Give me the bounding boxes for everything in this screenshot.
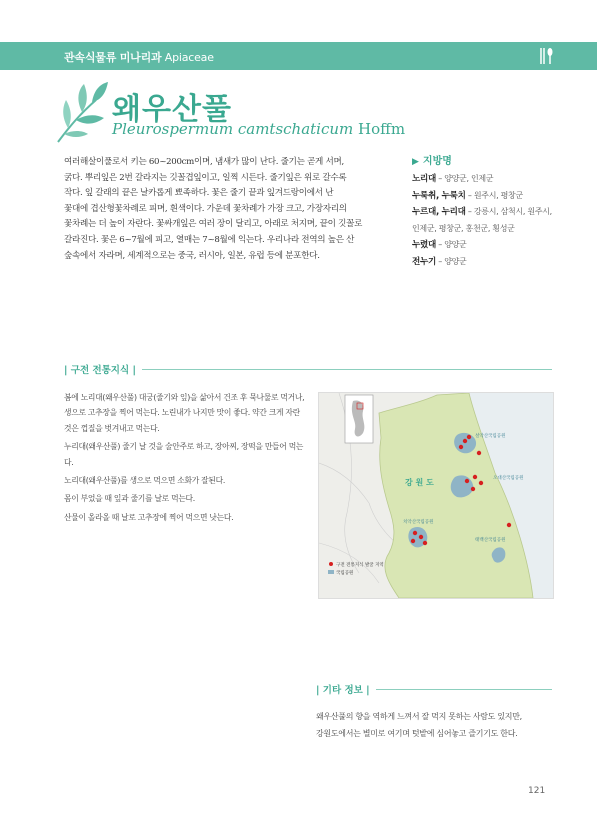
other-line: 왜우산풀의 향을 역하게 느껴서 잘 먹지 못하는 사람도 있지만, xyxy=(316,712,522,721)
legend-point-swatch xyxy=(329,562,333,566)
other-line: 강원도에서는 별미로 여기며 텃밭에 심어놓고 즐기기도 한다. xyxy=(316,729,518,738)
legend-park-label: 국립공원 xyxy=(336,571,354,576)
traditional-heading-label: | 구전 전통지식 | xyxy=(64,362,142,376)
fork-spoon-icon xyxy=(539,46,553,66)
traditional-paragraph: 누리대(왜우산풀) 줄기 날 것을 술안주로 하고, 장아찌, 장떡을 만들어 먹는다. xyxy=(64,442,304,467)
description-line: 꽃대에 겹산형꽃차례로 피며, 흰색이다. 가운데 꽃차례가 가장 크고, 가장자리의 xyxy=(64,203,347,214)
regional-entry: 전누기 – 양양군 xyxy=(412,256,467,267)
traditional-paragraph: 산물이 올라올 때 날로 고추장에 찍어 먹으면 낫는다. xyxy=(64,512,234,522)
regional-names xyxy=(412,152,572,270)
traditional-paragraph: 노리대(왜우산풀)를 생으로 먹으면 소화가 잘된다. xyxy=(64,476,226,486)
other-heading xyxy=(316,682,552,698)
map-point xyxy=(459,445,463,449)
regional-entry: 인제군, 평창군, 홍천군, 횡성군 xyxy=(412,223,515,233)
map-point xyxy=(467,435,471,439)
page-number: 121 xyxy=(528,786,546,796)
regional-names-title: ▶ 지방명 xyxy=(412,156,452,167)
map-point xyxy=(411,539,415,543)
description-line: 꽃차례는 더 높이 자란다. 꽃싸개잎은 여러 장이 달리고, 아래로 처지며, 끝이 깃꼴로 xyxy=(64,219,363,230)
regional-entry: 누렸대 – 양양군 xyxy=(412,240,467,250)
map-point xyxy=(419,535,423,539)
latin-name xyxy=(112,120,405,138)
legend-park-swatch xyxy=(328,570,334,574)
other-heading-label: | 기타 정보 | xyxy=(316,682,376,696)
korean-name: 왜우산풀 xyxy=(112,92,232,127)
map-point xyxy=(473,475,477,479)
legend-point-label: 구전 전통지식 발굴 지역 xyxy=(336,563,384,568)
map-svg xyxy=(319,393,553,598)
other-text xyxy=(316,708,556,742)
park-label: 태백산국립공원 xyxy=(475,538,506,543)
park-label: 설악산국립공원 xyxy=(475,434,506,439)
map-point xyxy=(423,541,427,545)
latin-genus-species: Pleurospermum camtschaticum xyxy=(112,120,354,138)
map-point xyxy=(477,451,481,455)
map-point xyxy=(463,439,467,443)
map-point xyxy=(471,487,475,491)
family-latin: Apiaceae xyxy=(164,51,214,64)
map xyxy=(318,392,554,599)
park-label: 오대산국립공원 xyxy=(493,476,524,481)
regional-entry: 누룩취, 누룩치 – 원주시, 평창군 xyxy=(412,190,523,201)
latin-author: Hoffm xyxy=(358,120,406,138)
leaf-icon xyxy=(52,80,110,146)
description-line: 갈라진다. 꽃은 6~7월에 피고, 열매는 7~8월에 익는다. 우리나라 전역의 높은 산 xyxy=(64,234,355,245)
description xyxy=(64,155,400,264)
regional-entry: 누르대, 누리대 – 강릉시, 삼척시, 원주시, xyxy=(412,207,552,217)
regional-entry: 노리대 – 양양군, 인제군 xyxy=(412,174,494,184)
triangle-icon: ▶ xyxy=(412,157,419,167)
title-area xyxy=(52,80,572,150)
description-line: 숲속에서 자라며, 세계적으로는 중국, 러시아, 일본, 유럽 등에 분포한다. xyxy=(64,250,320,261)
traditional-paragraph: 봄에 노리대(왜우산풀) 대궁(줄기와 잎)을 삶아서 건조 후 묵나물로 먹거나, 생으로 고추장을 찍어 먹는다. 노린내가 나지만 맛이 좋다. 약간 크게 자란 것은 껍질을 벗겨내고 먹는다. xyxy=(64,393,305,433)
province-label: 강 원 도 xyxy=(405,478,434,487)
map-point xyxy=(413,531,417,535)
map-point xyxy=(507,523,511,527)
traditional-text xyxy=(64,390,306,528)
map-point xyxy=(465,479,469,483)
description-line: 작다. 잎 갈래의 끝은 날카롭게 뾰족하다. 꽃은 줄기 끝과 잎겨드랑이에서 난 xyxy=(64,188,334,199)
category-label: 관속식물류 미나리과 xyxy=(64,51,162,64)
description-line: 굵다. 뿌리잎은 2번 갈라지는 깃꼴겹잎이고, 일찍 시든다. 줄기잎은 위로 갈수록 xyxy=(64,172,347,183)
map-point xyxy=(479,481,483,485)
traditional-paragraph: 몸이 부었을 때 잎과 줄기를 날로 먹는다. xyxy=(64,494,195,504)
park-label: 치악산국립공원 xyxy=(403,520,434,525)
traditional-heading xyxy=(64,362,552,378)
header-bar xyxy=(0,42,597,70)
description-line: 여러해살이풀로서 키는 60~200cm이며, 냄새가 많이 난다. 줄기는 곧게 서며, xyxy=(64,157,344,167)
header-category xyxy=(64,49,214,65)
